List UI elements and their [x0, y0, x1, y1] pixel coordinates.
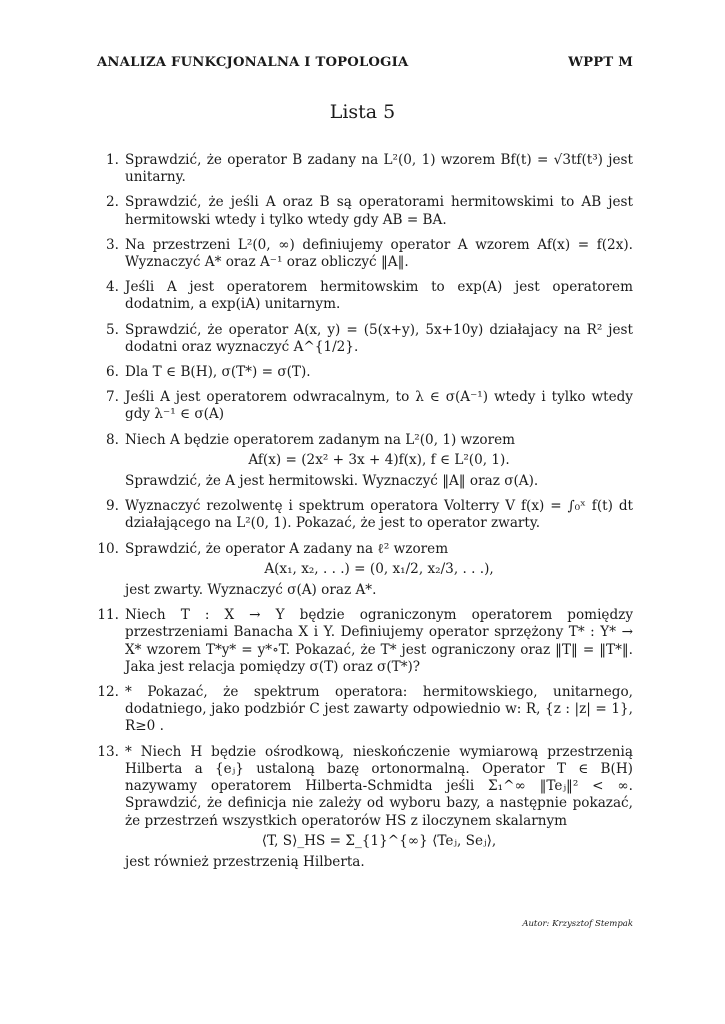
exercise-item	[97, 607, 633, 676]
exercise-text: Sprawdzić, że A jest hermitowski. Wyznaczyć ‖A‖ oraz σ(A).	[125, 473, 539, 490]
exercise-text: Sprawdzić, że operator A zadany na ℓ² wzorem	[125, 540, 449, 557]
exercise-number: 5.	[106, 321, 119, 338]
exercise-text: * Niech H będzie ośrodkową, nieskończenie wymiarową przestrzenią Hilberta a {eⱼ} ustaloną bazę ortonormalną. Operator T ∈ B(H) nazywamy operatorem Hilberta-Schmidta jeśli Σ₁^∞ ‖Teⱼ‖² < ∞. Sprawdzić, że definicja nie zależy od wyboru bazy, a następnie pokazać, że przestrzeń wszystkich operatorów HS z iloczynem skalarnym	[125, 743, 633, 829]
exercise-number: 4.	[106, 279, 119, 296]
exercise-item	[97, 684, 633, 736]
course-code: WPPT M	[568, 55, 633, 70]
exercise-text: Wyznaczyć rezolwentę i spektrum operatora Volterry V f(x) = ∫₀ˣ f(t) dt działającego na L²(0, 1). Pokazać, że jest to operator zwarty.	[125, 498, 633, 532]
exercise-text: Sprawdzić, że operator B zadany na L²(0, 1) wzorem Bf(t) = √3tf(t³) jest unitarny.	[125, 152, 633, 186]
exercise-number: 10.	[97, 540, 119, 557]
display-equation: A(x₁, x₂, . . .) = (0, x₁/2, x₂/3, . . .),	[264, 560, 494, 577]
exercise-number: 7.	[106, 389, 119, 406]
display-equation: ⟨T, S⟩_HS = Σ_{1}^{∞} ⟨Teⱼ, Seⱼ⟩,	[261, 832, 497, 849]
display-equation: Af(x) = (2x² + 3x + 4)f(x), f ∈ L²(0, 1).	[248, 451, 510, 468]
exercise-text: * Pokazać, że spektrum operatora: hermitowskiego, unitarnego, dodatniego, jako podzbiór C jest zawarty odpowiednio w: R, {z : |z| = 1}, R≥0 .	[125, 684, 633, 735]
exercise-number: 2.	[106, 194, 119, 211]
exercise-text: Sprawdzić, że operator A(x, y) = (5(x+y), 5x+10y) działajacy na R² jest dodatni oraz wyznaczyć A^{1/2}.	[125, 321, 633, 355]
exercise-list	[97, 152, 633, 879]
exercise-item	[97, 194, 633, 228]
page-title: Lista 5	[329, 101, 396, 123]
exercise-text: jest również przestrzenią Hilberta.	[125, 853, 365, 870]
author-credit: Autor: Krzysztof Stempak	[522, 919, 633, 929]
exercise-item	[97, 432, 633, 491]
exercise-number: 13.	[97, 743, 119, 760]
exercise-item	[97, 541, 633, 600]
exercise-item	[97, 322, 633, 356]
exercise-number: 8.	[106, 431, 119, 448]
exercise-text: Sprawdzić, że jeśli A oraz B są operatorami hermitowskimi to AB jest hermitowski wtedy i tylko wtedy gdy AB = BA.	[125, 194, 633, 228]
exercise-item	[97, 744, 633, 871]
page-header	[97, 55, 633, 70]
exercise-item	[97, 152, 633, 186]
exercise-text: Niech T : X → Y będzie ograniczonym operatorem pomiędzy przestrzeniami Banacha X i Y. Definiujemy operator sprzężony T* : Y* → X* wzorem T*y* = y*∘T. Pokazać, że T* jest ograniczony oraz ‖T‖ = ‖T*‖. Jaka jest relacja pomiędzy σ(T) oraz σ(T*)?	[125, 607, 633, 675]
exercise-item	[97, 498, 633, 532]
exercise-item	[97, 389, 633, 423]
exercise-item	[97, 279, 633, 313]
exercise-number: 11.	[97, 607, 119, 624]
exercise-number: 9.	[106, 498, 119, 515]
exercise-text: Jeśli A jest operatorem hermitowskim to exp(A) jest operatorem dodatnim, a exp(iA) unitarnym.	[125, 279, 633, 313]
exercise-text: Na przestrzeni L²(0, ∞) definiujemy operator A wzorem Af(x) = f(2x). Wyznaczyć A* oraz A⁻¹ oraz obliczyć ‖A‖.	[125, 236, 633, 271]
exercise-number: 6.	[106, 364, 119, 381]
exercise-number: 12.	[97, 684, 119, 701]
exercise-number: 3.	[106, 236, 119, 253]
course-title: ANALIZA FUNKCJONALNA I TOPOLOGIA	[97, 55, 409, 70]
exercise-item	[97, 364, 633, 381]
exercise-number: 1.	[106, 152, 119, 168]
exercise-text: jest zwarty. Wyznaczyć σ(A) oraz A*.	[125, 582, 377, 599]
exercise-text: Dla T ∈ B(H), σ(T*) = σ(T).	[125, 364, 311, 381]
exercise-text: Niech A będzie operatorem zadanym na L²(0, 1) wzorem	[125, 431, 516, 448]
exercise-item	[97, 237, 633, 271]
exercise-text: Jeśli A jest operatorem odwracalnym, to λ ∈ σ(A⁻¹) wtedy i tylko wtedy gdy λ⁻¹ ∈ σ(A)	[125, 389, 633, 423]
